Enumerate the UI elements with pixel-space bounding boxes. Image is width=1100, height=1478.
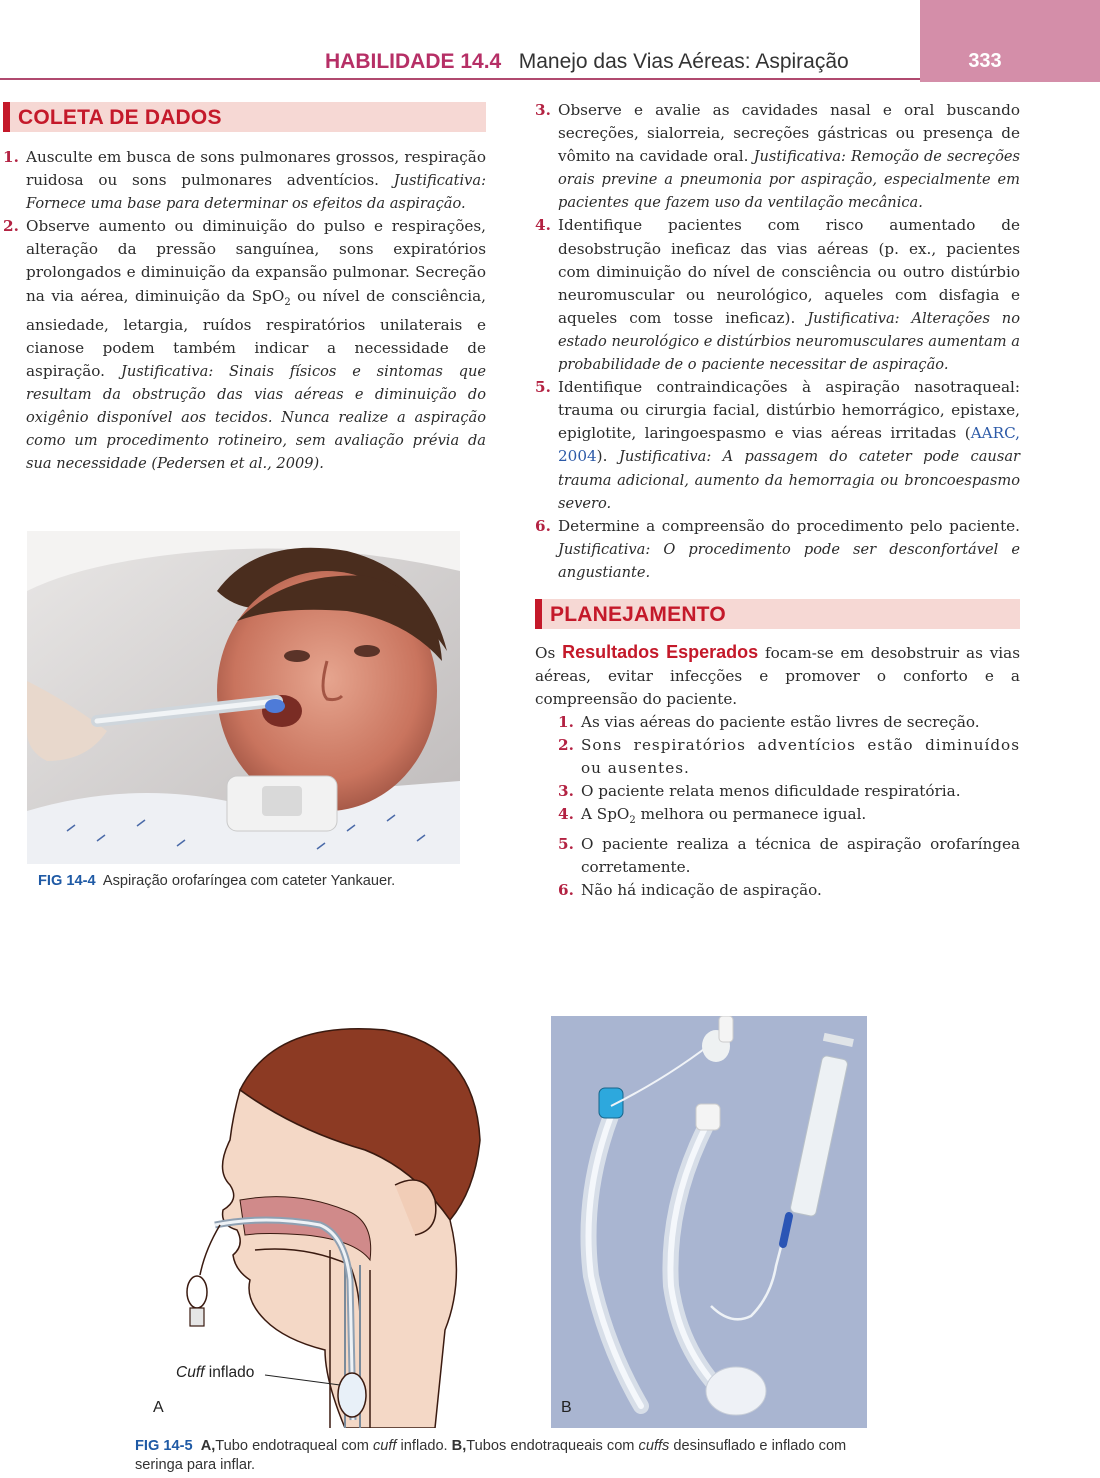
page-number: 333 [968,50,1002,72]
item-number: 1. [3,148,19,166]
running-header [325,50,885,74]
fig-14-5-caption [135,1437,895,1475]
caption-text: Tubos endotraqueais com [466,1438,639,1454]
caption-text: inflado. [396,1438,452,1454]
item-number: 4. [558,805,574,824]
header-rule [0,78,920,80]
skill-label: HABILIDADE 14.4 [325,50,502,73]
item-text: Sons respiratórios adventícios estão diminuídos ou ausentes. [581,736,1020,778]
fig-14-4-photo [27,531,460,864]
item-number: 3. [558,782,574,801]
panel-a-label: A, [200,1438,216,1454]
subscript: 2 [284,296,291,308]
fig-14-5b-photo [551,1016,867,1428]
item-text: Determine a compreensão do procedimento pelo paciente. [558,516,1020,535]
item-text: Identifique pacientes com risco aumentado de desobstrução ineficaz das vias aéreas (p. ex., pacientes com diminuição do nível de consciência ou outro distúrbio neuromuscular ou neurológico, aqueles com disfagia e aqueles com tosse ineficaz). [558,216,1020,327]
item-text: O paciente realiza a técnica de aspiração orofaríngea corretamente. [581,834,1020,876]
item-rationale: Justificativa: Sinais físicos e sintomas que resultam da obstrução das vias aéreas e diminuição do oxigênio disponível aos tecidos. Nunca realize a aspiração como um procedimento rotineiro, sem avaliação prévia da sua necessidade (Pedersen et al., 2009). [26,362,486,473]
item-text: ou nível de consciência, ansiedade, letargia, ruídos respiratórios unilaterais e cianose podem também indicar a necessidade de aspiração. [26,286,486,380]
item-number: 2. [3,217,19,236]
intro-highlight: Resultados Esperados [562,642,759,662]
list-item [535,99,1020,214]
coleta-list-continued [535,99,1020,584]
item-rationale: Justificativa: Remoção de secreções orais previne a pneumonia por aspiração, especialmente em pacientes que fazem uso da ventilação mecânica. [558,148,1020,212]
item-text: Observe e avalie as cavidades nasal e oral buscando secreções, sialorreia, secreções gástricas ou presença de vômito na cavidade oral. [558,101,1020,166]
coleta-list [3,146,486,475]
subscript: 2 [629,815,636,827]
list-item [3,146,486,215]
list-item [558,734,1020,780]
list-item [3,215,486,475]
list-item [558,803,1020,832]
item-rationale: Justificativa: A passagem do cateter pode causar trauma adicional, aumento da hemorragia ou broncoespasmo severo. [558,448,1020,512]
cuff-callout [176,1364,254,1382]
item-number: 2. [558,736,574,755]
item-text: O paciente relata menos dificuldade respiratória. [581,782,961,801]
item-rationale: Justificativa: Fornece uma base para determinar os efeitos da aspiração. [26,172,486,213]
list-item [558,879,1020,902]
list-item [535,515,1020,584]
item-text: melhora ou permanece igual. [635,805,867,824]
item-rationale: Justificativa: O procedimento pode ser desconfortável e angustiante. [558,540,1020,581]
outcomes-list [558,711,1020,902]
item-text: As vias aéreas do paciente estão livres de secreção. [581,713,980,731]
section-heading-planejamento: PLANEJAMENTO [535,599,1020,629]
item-number: 4. [535,216,551,235]
item-number: 1. [558,713,574,731]
chapter-title: Manejo das Vias Aéreas: Aspiração [518,50,849,73]
item-text: A SpO [581,805,630,824]
list-item [558,780,1020,803]
item-text: ). [596,447,619,466]
list-item [558,711,1020,734]
panel-b-letter: B [561,1399,572,1416]
caption-text: desinsuflado e inflado com seringa para inflar. [135,1438,847,1473]
panel-a-letter: A [153,1399,164,1416]
item-number: 6. [558,880,574,899]
item-number: 5. [535,378,551,397]
caption-text: Tubo endotraqueal com [215,1438,373,1454]
item-text: Ausculte em busca de sons pulmonares grossos, respiração ruidosa ou sons pulmonares adventícios. [26,148,486,190]
item-rationale: Justificativa: Alterações no estado neurológico e distúrbios neuromusculares aumentam a probabilidade de o paciente necessitar de aspiração. [558,309,1020,374]
item-number: 3. [535,101,551,119]
callout-inflado-word: inflado [204,1364,255,1381]
figure-label: FIG 14-5 [135,1438,193,1454]
list-item [535,214,1020,376]
figure-label: FIG 14-4 [38,873,96,889]
planejamento-intro [535,641,1020,711]
intro-text: Os [535,644,563,662]
suction-photo-illustration [27,531,460,864]
item-number: 5. [558,834,574,853]
section-heading-coleta: COLETA DE DADOS [3,102,486,132]
item-text: Identifique contraindicações à aspiração nasotraqueal: trauma ou cirurgia facial, distúrbio hemorrágico, epistaxe, epiglotite, laringoespasmo e vias aéreas irritadas ( [558,378,1020,443]
list-item [535,376,1020,515]
item-number: 6. [535,516,551,535]
item-text: Não há indicação de aspiração. [581,880,822,899]
callout-cuff-word: Cuff [176,1364,205,1381]
fig-14-4-caption [38,872,478,891]
caption-italic: cuffs [638,1438,670,1454]
panel-b-label: B, [451,1438,467,1454]
citation-link[interactable]: AARC, 2004 [558,424,1020,466]
figure-caption-text: Aspiração orofaríngea com cateter Yankauer. [102,873,396,889]
intro-text: focam-se em desobstruir as vias aéreas, evitar infecções e promover o conforto e a compreensão do paciente. [535,644,1021,709]
endotracheal-tubes-photo-illustration [551,1016,867,1428]
caption-italic: cuff [372,1438,397,1454]
item-text: Observe aumento ou diminuição do pulso e respirações, alteração da pressão sanguínea, sons expiratórios prolongados e diminuição da expansão pulmonar. Secreção na via aérea, diminuição da SpO [26,217,486,305]
list-item [558,833,1020,879]
